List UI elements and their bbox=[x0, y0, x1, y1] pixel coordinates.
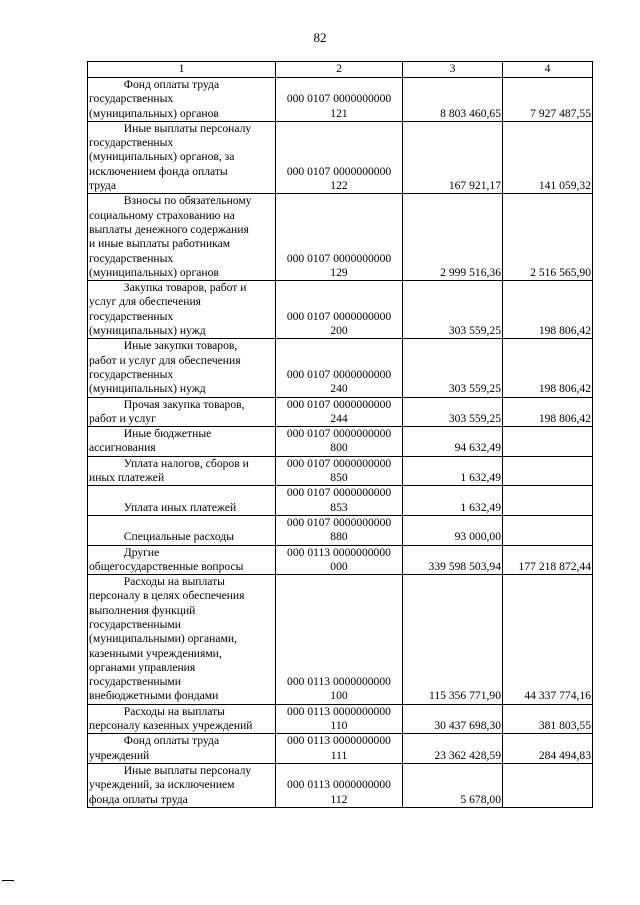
table-row bbox=[88, 545, 593, 575]
amount-column-3-cell: 115 356 771,90 bbox=[403, 575, 503, 705]
expense-name-cell: Иные выплаты персоналу государственных (муниципальных) органов, за исключением фонда оплаты труда bbox=[88, 121, 276, 193]
amount-column-3-cell: 94 632,49 bbox=[403, 427, 503, 457]
expense-name-cell: Фонд оплаты труда учреждений bbox=[88, 734, 276, 764]
expense-name-cell: Фонд оплаты труда государственных (муниципальных) органов bbox=[88, 78, 276, 122]
table-row bbox=[88, 515, 593, 545]
amount-column-3-cell: 1 632,49 bbox=[403, 456, 503, 486]
amount-column-3-cell: 303 559,25 bbox=[403, 281, 503, 339]
amount-column-3-cell: 303 559,25 bbox=[403, 339, 503, 397]
expense-name-cell: Иные бюджетные ассигнования bbox=[88, 427, 276, 457]
column-header-4: 4 bbox=[503, 62, 593, 78]
column-header-2: 2 bbox=[276, 62, 403, 78]
amount-column-3-cell: 303 559,25 bbox=[403, 397, 503, 427]
table-body bbox=[88, 78, 593, 808]
table-row bbox=[88, 486, 593, 516]
amount-column-3-cell: 30 437 698,30 bbox=[403, 704, 503, 734]
expense-name-cell: Другие общегосударственные вопросы bbox=[88, 545, 276, 575]
table-row bbox=[88, 397, 593, 427]
expense-name-cell: Прочая закупка товаров, работ и услуг bbox=[88, 397, 276, 427]
budget-code-cell: 000 0107 0000000000 129 bbox=[276, 194, 403, 281]
table-row bbox=[88, 456, 593, 486]
amount-column-4-cell bbox=[503, 486, 593, 516]
amount-column-3-cell: 1 632,49 bbox=[403, 486, 503, 516]
amount-column-3-cell: 2 999 516,36 bbox=[403, 194, 503, 281]
margin-mark bbox=[2, 880, 14, 881]
amount-column-4-cell: 381 803,55 bbox=[503, 704, 593, 734]
table-row bbox=[88, 734, 593, 764]
amount-column-4-cell bbox=[503, 763, 593, 807]
table-row bbox=[88, 78, 593, 122]
budget-code-cell: 000 0107 0000000000 800 bbox=[276, 427, 403, 457]
column-header-1: 1 bbox=[88, 62, 276, 78]
table-row bbox=[88, 281, 593, 339]
expense-name-cell: Уплата налогов, сборов и иных платежей bbox=[88, 456, 276, 486]
amount-column-4-cell bbox=[503, 515, 593, 545]
expense-name-cell: Взносы по обязательному социальному страхованию на выплаты денежного содержания и иные выплаты работникам государственных (муниципальных) органов bbox=[88, 194, 276, 281]
table-row bbox=[88, 763, 593, 807]
expense-name-cell: Закупка товаров, работ и услуг для обеспечения государственных (муниципальных) нужд bbox=[88, 281, 276, 339]
table-row bbox=[88, 704, 593, 734]
amount-column-4-cell: 141 059,32 bbox=[503, 121, 593, 193]
amount-column-3-cell: 8 803 460,65 bbox=[403, 78, 503, 122]
expense-name-cell: Расходы на выплаты персоналу казенных учреждений bbox=[88, 704, 276, 734]
budget-code-cell: 000 0113 0000000000 000 bbox=[276, 545, 403, 575]
amount-column-3-cell: 167 921,17 bbox=[403, 121, 503, 193]
table-row bbox=[88, 339, 593, 397]
amount-column-4-cell: 2 516 565,90 bbox=[503, 194, 593, 281]
budget-code-cell: 000 0113 0000000000 111 bbox=[276, 734, 403, 764]
budget-code-cell: 000 0107 0000000000 240 bbox=[276, 339, 403, 397]
budget-code-cell: 000 0107 0000000000 853 bbox=[276, 486, 403, 516]
amount-column-4-cell bbox=[503, 456, 593, 486]
amount-column-4-cell: 44 337 774,16 bbox=[503, 575, 593, 705]
table-row bbox=[88, 194, 593, 281]
table-row bbox=[88, 427, 593, 457]
table-row bbox=[88, 121, 593, 193]
budget-code-cell: 000 0113 0000000000 100 bbox=[276, 575, 403, 705]
amount-column-3-cell: 93 000,00 bbox=[403, 515, 503, 545]
budget-code-cell: 000 0113 0000000000 110 bbox=[276, 704, 403, 734]
table-row bbox=[88, 575, 593, 705]
table-header-row bbox=[88, 62, 593, 78]
budget-code-cell: 000 0107 0000000000 244 bbox=[276, 397, 403, 427]
amount-column-3-cell: 339 598 503,94 bbox=[403, 545, 503, 575]
page-number: 82 bbox=[313, 30, 327, 45]
amount-column-3-cell: 5 678,00 bbox=[403, 763, 503, 807]
amount-column-4-cell: 198 806,42 bbox=[503, 339, 593, 397]
expense-name-cell: Расходы на выплаты персоналу в целях обеспечения выполнения функций государственными (муниципальными) органами, казенными учреждениями, органами управления государственными внебюджетными фондами bbox=[88, 575, 276, 705]
amount-column-4-cell: 198 806,42 bbox=[503, 281, 593, 339]
expense-name-cell: Специальные расходы bbox=[88, 515, 276, 545]
budget-code-cell: 000 0107 0000000000 880 bbox=[276, 515, 403, 545]
amount-column-4-cell: 177 218 872,44 bbox=[503, 545, 593, 575]
column-header-3: 3 bbox=[403, 62, 503, 78]
budget-code-cell: 000 0113 0000000000 112 bbox=[276, 763, 403, 807]
budget-table bbox=[87, 61, 593, 808]
amount-column-4-cell: 198 806,42 bbox=[503, 397, 593, 427]
amount-column-3-cell: 23 362 428,59 bbox=[403, 734, 503, 764]
amount-column-4-cell bbox=[503, 427, 593, 457]
expense-name-cell: Уплата иных платежей bbox=[88, 486, 276, 516]
expense-name-cell: Иные закупки товаров, работ и услуг для обеспечения государственных (муниципальных) нужд bbox=[88, 339, 276, 397]
budget-code-cell: 000 0107 0000000000 850 bbox=[276, 456, 403, 486]
expense-name-cell: Иные выплаты персоналу учреждений, за исключением фонда оплаты труда bbox=[88, 763, 276, 807]
budget-code-cell: 000 0107 0000000000 121 bbox=[276, 78, 403, 122]
budget-code-cell: 000 0107 0000000000 200 bbox=[276, 281, 403, 339]
amount-column-4-cell: 284 494,83 bbox=[503, 734, 593, 764]
amount-column-4-cell: 7 927 487,55 bbox=[503, 78, 593, 122]
budget-code-cell: 000 0107 0000000000 122 bbox=[276, 121, 403, 193]
